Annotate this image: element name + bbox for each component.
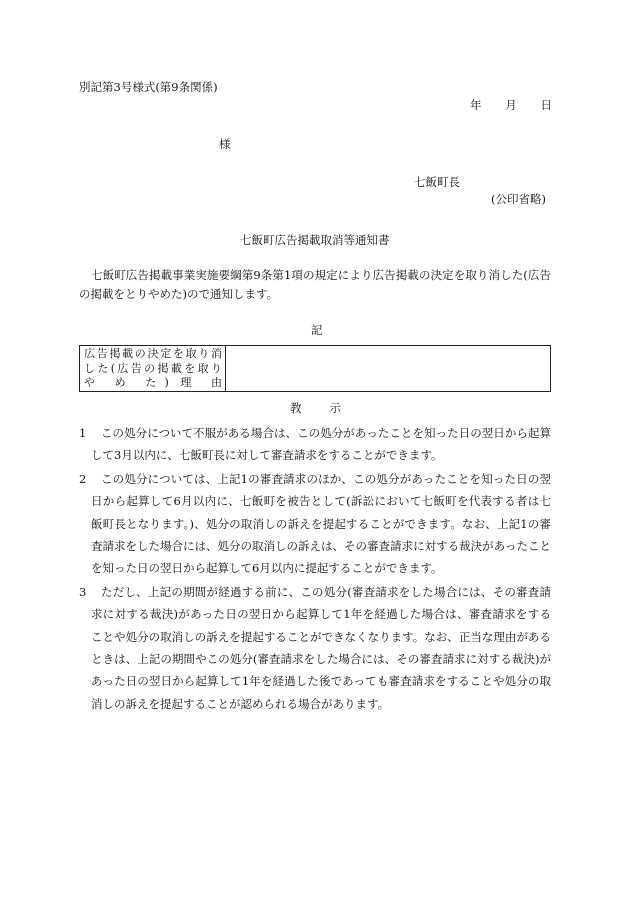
instruction-note-3 <box>79 581 551 715</box>
note-number: 3 <box>79 585 87 600</box>
seal-note: (公印省略) <box>491 192 546 206</box>
instruction-note-2 <box>79 468 551 579</box>
instruction-title-char-2: 示 <box>329 401 341 415</box>
note-text: この処分については、上記1の審査請求のほか、この処分があったことを知った日の翌日から起算して6月以内に、七飯町を被告として(訴訟において七飯町を代表する者は七飯町長となります。)、処分の取消しの訴えを提起することができます。なお、上記1の審査請求をした場合には、処分の取消しの訴えは、その審査請求に対する裁決があったことを知った日の翌日から起算して6月以内に提起することができます。 <box>91 472 551 576</box>
instruction-notes <box>79 422 551 716</box>
instruction-title-char-1: 教 <box>290 401 302 415</box>
note-text: ただし、上記の期間が経過する前に、この処分(審査請求をした場合には、その審査請求に対する裁決)があった日の翌日から起算して1年を経過した場合は、審査請求をすることや処分の取消しの訴えを提起することができなくなります。なお、正当な理由があるときは、上記の期間やこの処分(審査請求をした場合には、その審査請求に対する裁決)があった日の翌日から起算して1年を経過した後であっても審査請求をすることや処分の取消しの訴えを提起することが認められる場合があります。 <box>91 585 551 711</box>
ki-label: 記 <box>311 323 323 337</box>
instruction-title <box>290 402 341 416</box>
date-line <box>470 99 552 113</box>
body-paragraph: 七飯町広告掲載事業実施要綱第9条第1項の規定により広告掲載の決定を取り消した(広告の掲載をとりやめた)ので通知します。 <box>79 268 551 301</box>
form-number: 別記第3号様式(第9条関係) <box>79 80 218 94</box>
date-year: 年 <box>470 98 482 112</box>
addressee-suffix: 様 <box>219 137 231 151</box>
date-day: 日 <box>540 98 552 112</box>
issuer: 七飯町長 <box>414 175 460 189</box>
reason-label-line-1: 広告掲載の決定を取り消 <box>84 347 222 360</box>
reason-label-cell <box>80 346 226 392</box>
date-month: 月 <box>505 98 517 112</box>
reason-label-line-3: や め た) 理 由 <box>84 376 222 389</box>
reason-label-line-2: した(広告の掲載を取り <box>84 361 222 375</box>
reason-table <box>79 345 551 392</box>
document-title: 七飯町広告掲載取消等通知書 <box>240 233 390 247</box>
reason-row <box>80 346 551 392</box>
reason-value-cell <box>226 346 551 392</box>
instruction-note-1 <box>79 422 551 467</box>
note-number: 1 <box>79 426 87 440</box>
note-text: この処分について不服がある場合は、この処分があったことを知った日の翌日から起算して3月以内に、七飯町長に対して審査請求をすることができます。 <box>91 426 551 463</box>
note-number: 2 <box>79 472 87 487</box>
